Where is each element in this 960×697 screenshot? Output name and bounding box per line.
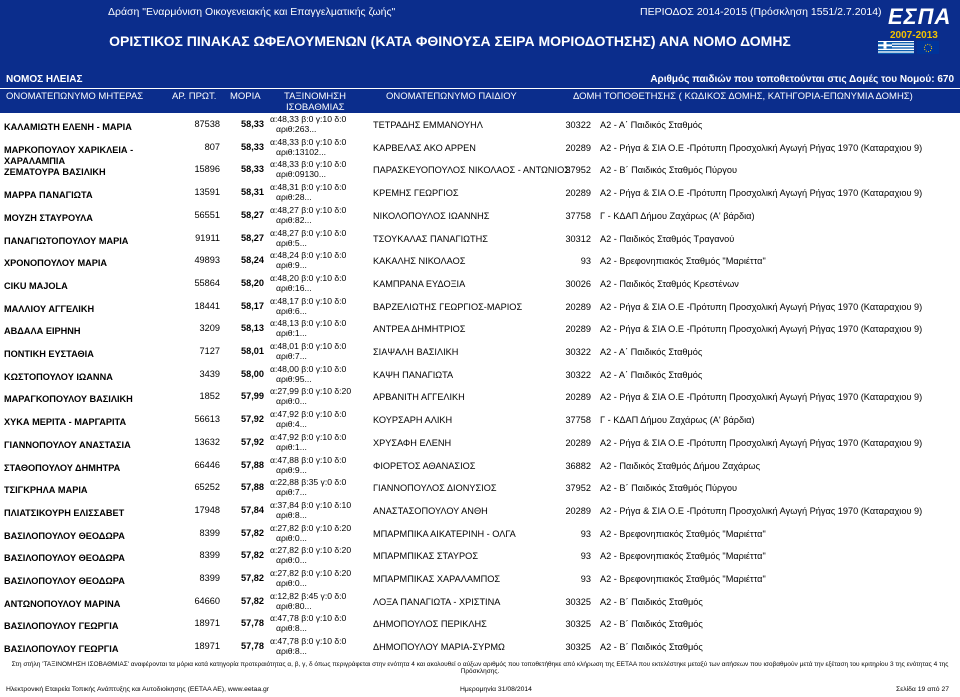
protocol-number: 56551 bbox=[194, 209, 220, 220]
station-code: 37758 bbox=[565, 210, 591, 221]
mother-name: ΜΑΡΑΓΚΟΠΟΥΛΟΥ ΒΑΣΙΛΙΚΗ bbox=[4, 394, 133, 405]
score: 58,13 bbox=[241, 323, 264, 334]
program-period: ΠΕΡΙΟΔΟΣ 2014-2015 (Πρόσκληση 1551/2.7.2014) bbox=[640, 6, 882, 18]
child-name: ΓΙΑΝΝΟΠΟΥΛΟΣ ΔΙΟΝΥΣΙΟΣ bbox=[373, 483, 497, 494]
station-code: 37952 bbox=[565, 483, 591, 494]
protocol-number: 18971 bbox=[194, 618, 220, 629]
table-row bbox=[0, 136, 960, 166]
espa-logo-years: 2007-2013 bbox=[890, 30, 938, 41]
col-ties: ΤΑΞΙΝΟΜΗΣΗ bbox=[284, 91, 347, 102]
col-child: ΟΝΟΜΑΤΕΠΩΝΥΜΟ ΠΑΙΔΙΟΥ bbox=[386, 91, 517, 102]
score: 58,27 bbox=[241, 209, 264, 220]
table-row bbox=[0, 273, 960, 296]
protocol-number: 56613 bbox=[194, 414, 220, 425]
table-row bbox=[0, 250, 960, 273]
tie-break-rank: αριθ:0... bbox=[276, 555, 307, 566]
prefecture-name: ΝΟΜΟΣ ΗΛΕΙΑΣ bbox=[6, 74, 83, 85]
station-name: Α2 - Ρήγα & ΣΙΑ Ο.Ε -Πρότυπη Προσχολική Αγωγή Ρήγας 1970 (Καταραχιου 9) bbox=[600, 392, 923, 403]
station-name: Α2 - Ρήγα & ΣΙΑ Ο.Ε -Πρότυπη Προσχολική Αγωγή Ρήγας 1970 (Καταραχιου 9) bbox=[600, 505, 923, 516]
child-name: ΒΑΡΖΕΛΙΩΤΗΣ ΓΕΩΡΓΙΟΣ-ΜΑΡΙΟΣ bbox=[373, 301, 523, 312]
child-name: ΚΑΚΑΛΗΣ ΝΙΚΟΛΑΟΣ bbox=[373, 256, 466, 267]
tie-break-rank: αριθ:7... bbox=[276, 351, 307, 361]
protocol-number: 1852 bbox=[199, 391, 220, 402]
program-title: Δράση "Εναρμόνιση Οικογενειακής και Επαγγελματικής ζωής" bbox=[108, 6, 396, 18]
table-row bbox=[0, 455, 960, 478]
score: 57,88 bbox=[241, 482, 264, 493]
mother-name: ΣΤΑΘΟΠΟΥΛΟΥ ΔΗΜΗΤΡΑ bbox=[4, 462, 121, 473]
table-row bbox=[0, 613, 960, 636]
child-name: ΑΝΤΡΕΑ ΔΗΜΗΤΡΙΟΣ bbox=[373, 324, 466, 335]
station-name: Α2 - Ρήγα & ΣΙΑ Ο.Ε -Πρότυπη Προσχολική Αγωγή Ρήγας 1970 (Καταραχιου 9) bbox=[600, 301, 923, 312]
station-name: Α2 - Α΄ Παιδικός Σταθμός bbox=[600, 347, 703, 357]
table-row bbox=[0, 182, 960, 205]
station-code: 93 bbox=[580, 256, 591, 267]
tie-break-rank: αριθ:6... bbox=[276, 305, 307, 316]
station-name: Α2 - Παιδικός Σταθμός Κρεστένων bbox=[600, 278, 739, 289]
protocol-number: 8399 bbox=[199, 550, 220, 561]
tie-break-rank: αριθ:9... bbox=[276, 464, 307, 475]
eu-flag-icon bbox=[917, 41, 939, 53]
tie-break-points: α:47,78 β:0 γ:10 δ:0 bbox=[270, 613, 347, 624]
tie-break-points: α:27,82 β:0 γ:10 δ:20 bbox=[270, 568, 352, 578]
station-name: Α2 - Β΄ Παιδικός Σταθμός bbox=[600, 596, 703, 607]
table-row bbox=[0, 523, 960, 546]
tie-break-points: α:48,20 β:0 γ:10 δ:0 bbox=[270, 272, 347, 283]
tie-break-points: α:48,33 β:0 γ:10 δ:0 bbox=[270, 114, 347, 124]
mother-name: CIKU MAJOLA bbox=[4, 280, 68, 291]
station-name: Α2 - Ρήγα & ΣΙΑ Ο.Ε -Πρότυπη Προσχολική Αγωγή Ρήγας 1970 (Καταραχιου 9) bbox=[600, 324, 923, 335]
child-name: ΧΡΥΣΑΦΗ ΕΛΕΝΗ bbox=[373, 437, 452, 448]
tie-break-rank: αριθ:28... bbox=[276, 192, 312, 203]
table-row bbox=[0, 386, 960, 409]
station-name: Α2 - Παιδικός Σταθμός Δήμου Ζαχάρως bbox=[600, 460, 761, 471]
station-code: 36882 bbox=[565, 460, 591, 471]
mother-name: ΜΟΥΖΗ ΣΤΑΥΡΟΥΛΑ bbox=[4, 212, 93, 223]
tie-break-points: α:48,33 β:0 γ:10 δ:0 bbox=[270, 159, 347, 170]
protocol-number: 15896 bbox=[194, 164, 220, 175]
protocol-number: 18971 bbox=[194, 641, 220, 652]
tie-break-points: α:12,82 β:45 γ:0 δ:0 bbox=[270, 590, 347, 601]
station-name: Α2 - Ρήγα & ΣΙΑ Ο.Ε -Πρότυπη Προσχολική Αγωγή Ρήγας 1970 (Καταραχιου 9) bbox=[600, 142, 923, 153]
tie-break-points: α:48,17 β:0 γ:10 δ:0 bbox=[270, 295, 347, 306]
tie-break-rank: αριθ:7... bbox=[276, 487, 307, 498]
table-row bbox=[0, 341, 960, 364]
station-code: 30026 bbox=[565, 278, 591, 289]
score: 57,88 bbox=[241, 459, 264, 470]
greek-flag-icon bbox=[878, 41, 914, 53]
score: 57,82 bbox=[241, 527, 264, 538]
table-row bbox=[0, 477, 960, 500]
mother-name: ΑΝΤΩΝΟΠΟΥΛΟΥ ΜΑΡΙΝΑ bbox=[4, 598, 121, 609]
child-name: ΑΝΑΣΤΑΣΟΠΟΥΛΟΥ ΑΝΘΗ bbox=[373, 505, 488, 516]
mother-name: ΤΣΙΓΚΡΗΛΑ ΜΑΡΙΑ bbox=[4, 485, 88, 496]
protocol-number: 8399 bbox=[199, 527, 220, 538]
child-name: ΤΣΟΥΚΑΛΑΣ ΠΑΝΑΓΙΩΤΗΣ bbox=[373, 233, 488, 244]
protocol-number: 807 bbox=[204, 141, 220, 152]
station-code: 30312 bbox=[565, 233, 591, 244]
tie-break-points: α:37,84 β:0 γ:10 δ:10 bbox=[270, 499, 352, 510]
child-name: ΚΟΥΡΣΑΡΗ ΑΛΙΚΗ bbox=[373, 415, 453, 426]
col-station: ΔΟΜΗ ΤΟΠΟΘΕΤΗΣΗΣ ( ΚΩΔΙΚΟΣ ΔΟΜΗΣ, ΚΑΤΗΓΟΡΙΑ-ΕΠΩΝΥΜΙΑ ΔΟΜΗΣ) bbox=[573, 91, 913, 102]
mother-name: ΠΛΙΑΤΣΙΚΟΥΡΗ ΕΛΙΣΣΑΒΕΤ bbox=[4, 507, 125, 518]
station-code: 30322 bbox=[565, 120, 591, 130]
table-row bbox=[0, 432, 960, 455]
tie-break-points: α:48,31 β:0 γ:10 δ:0 bbox=[270, 182, 347, 193]
tie-break-rank: αριθ:16... bbox=[276, 282, 312, 293]
tie-break-rank: αριθ:80... bbox=[276, 600, 312, 611]
protocol-number: 55864 bbox=[194, 277, 220, 288]
child-name: ΦΙΟΡΕΤΟΣ ΑΘΑΝΑΣΙΟΣ bbox=[373, 460, 476, 471]
tie-break-rank: αριθ:5... bbox=[276, 237, 307, 248]
child-name: ΚΡΕΜΗΣ ΓΕΩΡΓΙΟΣ bbox=[373, 188, 459, 199]
tie-break-points: α:27,82 β:0 γ:10 δ:20 bbox=[270, 522, 352, 533]
child-name: ΤΕΤΡΑΔΗΣ ΕΜΜΑΝΟΥΗΛ bbox=[373, 120, 483, 130]
station-code: 30322 bbox=[565, 347, 591, 357]
child-name: ΚΑΡΒΕΛΑΣ ΑΚΟ ΑΡΡΕΝ bbox=[373, 142, 476, 153]
children-count: Αριθμός παιδιών που τοποθετούνται στις Δομές του Νομού: 670 bbox=[650, 74, 954, 85]
mother-name: ΚΑΛΑΜΙΩΤΗ ΕΛΕΝΗ - ΜΑΡΙΑ bbox=[4, 122, 132, 132]
station-code: 20289 bbox=[565, 142, 591, 153]
protocol-number: 49893 bbox=[194, 255, 220, 266]
tie-break-rank: αριθ:1... bbox=[276, 328, 307, 339]
tie-break-rank: αριθ:09130... bbox=[276, 169, 326, 180]
score: 58,33 bbox=[241, 141, 264, 152]
tie-break-points: α:27,82 β:0 γ:10 δ:20 bbox=[270, 545, 352, 556]
score: 57,82 bbox=[241, 573, 264, 583]
mother-name: ΑΒΔΑΛΑ ΕΙΡΗΝΗ bbox=[4, 326, 81, 337]
score: 57,84 bbox=[241, 504, 264, 515]
tie-break-rank: αριθ:8... bbox=[276, 646, 307, 657]
score: 58,24 bbox=[241, 255, 264, 266]
page-title: ΟΡΙΣΤΙΚΟΣ ΠΙΝΑΚΑΣ ΩΦΕΛΟΥΜΕΝΩΝ (ΚΑΤΑ ΦΘΙΝΟΥΣΑ ΣΕΙΡΑ ΜΟΡΙΟΔΟΤΗΣΗΣ) ΑΝΑ ΝΟΜΟ ΔΟΜΗΣ bbox=[109, 33, 791, 49]
score: 58,20 bbox=[241, 277, 264, 288]
tie-break-points: α:47,92 β:0 γ:10 δ:0 bbox=[270, 431, 347, 442]
station-code: 30325 bbox=[565, 619, 591, 630]
mother-name: ΠΑΝΑΓΙΩΤΟΠΟΥΛΟΥ ΜΑΡΙΑ bbox=[4, 235, 129, 246]
score: 57,92 bbox=[241, 436, 264, 447]
protocol-number: 3209 bbox=[199, 323, 220, 334]
station-code: 20289 bbox=[565, 437, 591, 448]
tie-break-rank: αριθ:9... bbox=[276, 260, 307, 271]
table-row bbox=[0, 364, 960, 387]
station-name: Α2 - Α΄ Παιδικός Σταθμός bbox=[600, 120, 703, 130]
table-row bbox=[0, 159, 960, 182]
score: 58,00 bbox=[241, 368, 264, 379]
col-am: ΑΡ. ΠΡΩΤ. bbox=[172, 91, 217, 102]
tie-break-rank: αριθ:1... bbox=[276, 441, 307, 452]
protocol-number: 18441 bbox=[194, 300, 220, 311]
station-code: 93 bbox=[580, 528, 591, 539]
tie-break-points: α:48,27 β:0 γ:10 δ:0 bbox=[270, 204, 347, 215]
station-code: 20289 bbox=[565, 324, 591, 335]
tie-break-rank: αριθ:4... bbox=[276, 419, 307, 430]
child-name: ΔΗΜΟΠΟΥΛΟΥ ΜΑΡΙΑ-ΣΥΡΜΩ bbox=[373, 642, 505, 653]
station-name: Γ - ΚΔΑΠ Δήμου Ζαχάρως (Α' βάρδια) bbox=[600, 415, 755, 426]
station-name: Α2 - Ρήγα & ΣΙΑ Ο.Ε -Πρότυπη Προσχολική Αγωγή Ρήγας 1970 (Καταραχιου 9) bbox=[600, 188, 923, 199]
espa-logo: ΕΣΠΑ bbox=[888, 4, 952, 29]
score: 58,33 bbox=[241, 164, 264, 175]
tie-break-rank: αριθ:82... bbox=[276, 214, 312, 225]
station-code: 93 bbox=[580, 574, 591, 584]
station-name: Γ - ΚΔΑΠ Δήμου Ζαχάρως (Α' βάρδια) bbox=[600, 210, 755, 221]
score: 57,78 bbox=[241, 641, 264, 652]
station-name: Α2 - Β΄ Παιδικός Σταθμός Πύργου bbox=[600, 483, 738, 494]
child-name: ΣΙΑΨΑΛΗ ΒΑΣΙΛΙΚΗ bbox=[373, 347, 459, 357]
station-name: Α2 - Ρήγα & ΣΙΑ Ο.Ε -Πρότυπη Προσχολική Αγωγή Ρήγας 1970 (Καταραχιου 9) bbox=[600, 437, 923, 448]
station-code: 93 bbox=[580, 551, 591, 562]
score: 58,01 bbox=[241, 346, 264, 356]
tie-break-points: α:47,92 β:0 γ:10 δ:0 bbox=[270, 409, 347, 420]
tie-break-points: α:48,27 β:0 γ:10 δ:0 bbox=[270, 227, 347, 238]
protocol-number: 66446 bbox=[194, 459, 220, 470]
station-code: 30322 bbox=[565, 369, 591, 380]
tie-break-points: α:47,78 β:0 γ:10 δ:0 bbox=[270, 636, 347, 647]
mother-name: ΜΑΡΡΑ ΠΑΝΑΓΙΩΤΑ bbox=[4, 190, 93, 201]
score: 58,17 bbox=[241, 300, 264, 311]
table-header bbox=[0, 89, 960, 113]
station-code: 20289 bbox=[565, 188, 591, 199]
tie-break-rank: αριθ:0... bbox=[276, 578, 307, 588]
child-name: ΠΑΡΑΣΚΕΥΟΠΟΥΛΟΣ ΝΙΚΟΛΑΟΣ - ΑΝΤΩΝΙΟΣ bbox=[373, 165, 570, 176]
score: 57,99 bbox=[241, 391, 264, 402]
mother-name: ΒΑΣΙΛΟΠΟΥΛΟΥ ΓΕΩΡΓΙΑ bbox=[4, 644, 119, 655]
mother-name: ΜΑΛΛΙΟΥ ΑΓΓΕΛΙΚΗ bbox=[4, 303, 95, 314]
station-code: 30325 bbox=[565, 642, 591, 653]
table-row bbox=[0, 318, 960, 341]
tie-break-rank: αριθ:8... bbox=[276, 623, 307, 634]
score: 58,27 bbox=[241, 232, 264, 243]
tie-break-points: α:48,33 β:0 γ:10 δ:0 bbox=[270, 136, 347, 147]
station-name: Α2 - Βρεφονηπιακός Σταθμός "Μαριέττα" bbox=[600, 551, 766, 562]
top-banner bbox=[0, 0, 960, 70]
mother-name: ΧΥΚΑ ΜΕΡΙΤΑ - ΜΑΡΓΑΡΙΤΑ bbox=[4, 417, 127, 428]
station-name: Α2 - Α΄ Παιδικός Σταθμός bbox=[600, 369, 703, 380]
tie-break-rank: αριθ:0... bbox=[276, 396, 307, 407]
protocol-number: 8399 bbox=[199, 573, 220, 583]
table-row bbox=[0, 296, 960, 319]
tie-break-rank: αριθ:8... bbox=[276, 509, 307, 520]
tie-break-points: α:48,13 β:0 γ:10 δ:0 bbox=[270, 318, 347, 329]
score: 58,31 bbox=[241, 187, 264, 198]
station-code: 20289 bbox=[565, 392, 591, 403]
station-name: Α2 - Βρεφονηπιακός Σταθμός "Μαριέττα" bbox=[600, 528, 766, 539]
station-name: Α2 - Β΄ Παιδικός Σταθμός bbox=[600, 619, 703, 630]
footer-date: Ημερομηνία 31/08/2014 bbox=[460, 686, 532, 693]
station-code: 37758 bbox=[565, 415, 591, 426]
col-mother: ΟΝΟΜΑΤΕΠΩΝΥΜΟ ΜΗΤΕΡΑΣ bbox=[6, 91, 144, 102]
child-name: ΚΑΜΠΡΑΝΑ ΕΥΔΟΞΙΑ bbox=[373, 278, 466, 289]
protocol-number: 7127 bbox=[199, 346, 220, 356]
protocol-number: 87538 bbox=[194, 119, 220, 129]
col-score: ΜΟΡΙΑ bbox=[230, 91, 261, 102]
table-row bbox=[0, 591, 960, 614]
station-name: Α2 - Β΄ Παιδικός Σταθμός bbox=[600, 642, 703, 653]
mother-name: ΧΡΟΝΟΠΟΥΛΟΥ ΜΑΡΙΑ bbox=[4, 258, 108, 269]
table-row bbox=[0, 228, 960, 251]
protocol-number: 13591 bbox=[194, 187, 220, 198]
station-name: Α2 - Β΄ Παιδικός Σταθμός Πύργου bbox=[600, 165, 738, 176]
table-row bbox=[0, 500, 960, 523]
table-row bbox=[0, 545, 960, 568]
tie-break-rank: αριθ:0... bbox=[276, 532, 307, 543]
tie-break-points: α:22,88 β:35 γ:0 δ:0 bbox=[270, 477, 347, 488]
child-name: ΜΠΑΡΜΠΙΚΑΣ ΣΤΑΥΡΟΣ bbox=[373, 551, 479, 562]
tie-break-points: α:48,00 β:0 γ:10 δ:0 bbox=[270, 363, 347, 374]
protocol-number: 13632 bbox=[194, 436, 220, 447]
score: 57,78 bbox=[241, 618, 264, 629]
tie-break-points: α:27,99 β:0 γ:10 δ:20 bbox=[270, 386, 352, 397]
tie-break-points: α:48,01 β:0 γ:10 δ:0 bbox=[270, 341, 347, 351]
child-name: ΚΑΨΗ ΠΑΝΑΓΙΩΤΑ bbox=[373, 369, 454, 380]
table-row bbox=[0, 205, 960, 228]
protocol-number: 3439 bbox=[199, 368, 220, 379]
child-name: ΛΟΞΑ ΠΑΝΑΓΙΩΤΑ - ΧΡΙΣΤΙΝΑ bbox=[373, 596, 501, 607]
page-number: Σελίδα 19 από 27 bbox=[896, 686, 950, 693]
prefecture-bar bbox=[0, 70, 960, 88]
score: 57,82 bbox=[241, 550, 264, 561]
score: 58,33 bbox=[241, 119, 264, 129]
station-name: Α2 - Βρεφονηπιακός Σταθμός "Μαριέττα" bbox=[600, 256, 766, 267]
mother-name: ΜΑΡΚΟΠΟΥΛΟΥ ΧΑΡΙΚΛΕΙΑ - ΧΑΡΑΛΑΜΠΙΑ bbox=[4, 144, 134, 166]
footnote: Στη στήλη 'ΤΑΞΙΝΟΜΗΣΗ ΙΣΟΒΑΘΜΙΑΣ' αναφέρονται τα μόρια κατά κατηγορία προτεραιότητας α, β, γ, δ όπως περιγράφεται στην ενότητα 4 και ακολουθεί ο αύξων αριθμός που τοποθετήθηκε από κλήρωση της ΕΕΤΑΑ που εκτελέστηκε μεταξύ των αιτήσεων που ισοβαθμούν μετά την εξέταση του κριτηρίου 3 της ενότητας 4 της Πρόσκλησης. bbox=[11, 661, 949, 675]
mother-name: ΓΙΑΝΝΟΠΟΥΛΟΥ ΑΝΑΣΤΑΣΙΑ bbox=[4, 439, 131, 450]
station-code: 30325 bbox=[565, 596, 591, 607]
protocol-number: 91911 bbox=[195, 232, 220, 243]
child-name: ΜΠΑΡΜΠΙΚΑΣ ΧΑΡΑΛΑΜΠΟΣ bbox=[373, 574, 501, 584]
station-code: 20289 bbox=[565, 301, 591, 312]
child-name: ΑΡΒΑΝΙΤΗ ΑΓΓΕΛΙΚΗ bbox=[373, 392, 465, 403]
table-row bbox=[0, 114, 960, 137]
station-name: Α2 - Βρεφονηπιακός Σταθμός "Μαριέττα" bbox=[600, 574, 766, 584]
mother-name: ΒΑΣΙΛΟΠΟΥΛΟΥ ΘΕΟΔΩΡΑ bbox=[4, 576, 125, 586]
table-row bbox=[0, 636, 960, 659]
mother-name: ΚΩΣΤΟΠΟΥΛΟΥ ΙΩΑΝΝΑ bbox=[4, 371, 113, 382]
mother-name: ΠΟΝΤΙΚΗ ΕΥΣΤΑΘΙΑ bbox=[4, 349, 94, 359]
station-code: 20289 bbox=[565, 505, 591, 516]
protocol-number: 64660 bbox=[194, 595, 220, 606]
tie-break-points: α:47,88 β:0 γ:10 δ:0 bbox=[270, 454, 347, 465]
tie-break-rank: αριθ:95... bbox=[276, 373, 312, 384]
child-name: ΝΙΚΟΛΟΠΟΥΛΟΣ ΙΩΑΝΝΗΣ bbox=[373, 210, 490, 221]
col-ties-2: ΙΣΟΒΑΘΜΙΑΣ bbox=[286, 102, 345, 113]
table-row bbox=[0, 568, 960, 591]
protocol-number: 65252 bbox=[194, 482, 220, 493]
mother-name: ΒΑΣΙΛΟΠΟΥΛΟΥ ΓΕΩΡΓΙΑ bbox=[4, 621, 119, 632]
mother-name: ΒΑΣΙΛΟΠΟΥΛΟΥ ΘΕΟΔΩΡΑ bbox=[4, 553, 125, 564]
score: 57,82 bbox=[241, 595, 264, 606]
protocol-number: 17948 bbox=[194, 504, 220, 515]
child-name: ΜΠΑΡΜΠΙΚΑ ΑΙΚΑΤΕΡΙΝΗ - ΟΛΓΑ bbox=[373, 528, 516, 539]
station-code: 37952 bbox=[565, 165, 591, 176]
table-row bbox=[0, 409, 960, 432]
station-name: Α2 - Παιδικός Σταθμός Τραγανού bbox=[600, 233, 735, 244]
mother-name: ΖΕΜΑΤΟΥΡΑ ΒΑΣΙΛΙΚΗ bbox=[4, 167, 106, 178]
score: 57,92 bbox=[241, 414, 264, 425]
tie-break-rank: αριθ:263... bbox=[276, 124, 317, 134]
mother-name: ΒΑΣΙΛΟΠΟΥΛΟΥ ΘΕΟΔΩΡΑ bbox=[4, 530, 125, 541]
tie-break-rank: αριθ:13102... bbox=[276, 146, 326, 157]
footer-company: Ηλεκτρονική Εταιρεία Τοπικής Ανάπτυξης και Αυτοδιοίκησης (ΕΕΤΑΑ ΑΕ), www.eetaa.gr bbox=[6, 686, 270, 693]
tie-break-points: α:48,24 β:0 γ:10 δ:0 bbox=[270, 250, 347, 261]
child-name: ΔΗΜΟΠΟΥΛΟΣ ΠΕΡΙΚΛΗΣ bbox=[373, 619, 487, 630]
